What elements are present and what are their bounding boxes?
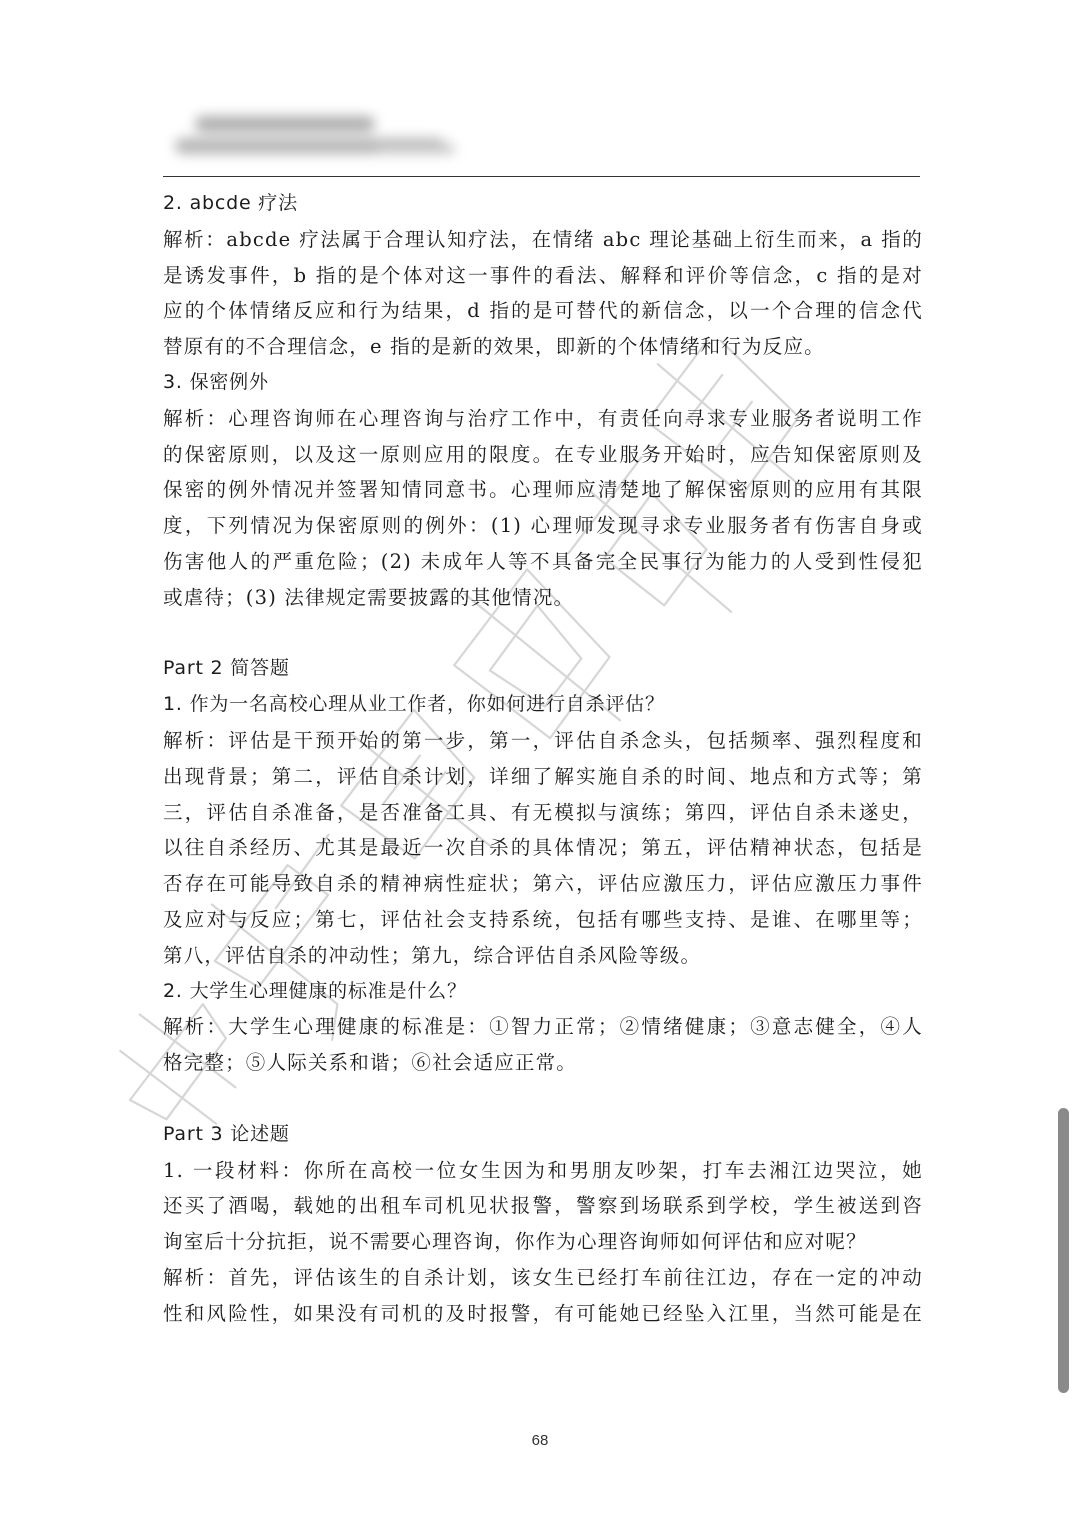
body-line: 伤害他人的严重危险；(2) 未成年人等不具备完全民事行为能力的人受到性侵犯 [163, 549, 923, 573]
body-line: 性和风险性，如果没有司机的及时报警，有可能她已经坠入江里，当然可能是在 [163, 1301, 923, 1325]
header-rule [163, 176, 920, 177]
body-line: 的保密原则，以及这一原则应用的限度。在专业服务开始时，应告知保密原则及 [163, 442, 923, 466]
body-line: 度，下列情况为保密原则的例外：(1) 心理师发现寻求专业服务者有伤害自身或 [163, 514, 923, 538]
paragraph-spacer [163, 616, 923, 652]
body-line: 否存在可能导致自杀的精神病性症状；第六，评估应激压力，评估应激压力事件 [163, 872, 923, 896]
body-line: 及应对与反应；第七，评估社会支持系统，包括有哪些支持、是谁、在哪里等； [163, 907, 923, 931]
question-heading: 1. 一段材料：你所在高校一位女生因为和男朋友吵架，打车去湘江边哭泣，她 [163, 1158, 923, 1182]
body-line: 询室后十分抗拒，说不需要心理咨询，你作为心理咨询师如何评估和应对呢？ [163, 1230, 867, 1254]
body-line: 解析：大学生心理健康的标准是：①智力正常；②情绪健康；③意志健全，④人 [163, 1015, 923, 1039]
body-line: 是诱发事件，b 指的是个体对这一事件的看法、解释和评价等信念，c 指的是对 [163, 263, 923, 287]
body-line: 解析：abcde 疗法属于合理认知疗法，在情绪 abc 理论基础上衍生而来，a 指的 [163, 227, 923, 251]
body-line: 或虐待；(3) 法律规定需要披露的其他情况。 [163, 585, 575, 609]
body-line: 以往自杀经历、尤其是最近一次自杀的具体情况；第五，评估精神状态，包括是 [163, 836, 923, 860]
document-body [163, 186, 923, 1332]
section-heading-part3: Part 3 论述题 [163, 1122, 290, 1145]
body-line: 替原有的不合理信念，e 指的是新的效果，即新的个体情绪和行为反应。 [163, 335, 825, 359]
body-line: 第八，评估自杀的冲动性；第九，综合评估自杀风险等级。 [163, 943, 702, 967]
body-line: 解析：评估是干预开始的第一步，第一，评估自杀念头，包括频率、强烈程度和 [163, 728, 923, 752]
body-line: 解析：心理咨询师在心理咨询与治疗工作中，有责任向寻求专业服务者说明工作 [163, 406, 923, 430]
body-line: 应的个体情绪反应和行为结果，d 指的是可替代的新信念，以一个合理的信念代 [163, 299, 923, 323]
item-heading-abcde: 2. abcde 疗法 [163, 192, 298, 214]
question-heading: 2. 大学生心理健康的标准是什么？ [163, 979, 467, 1002]
blurred-header [175, 108, 475, 170]
body-line: 三，评估自杀准备，是否准备工具、有无模拟与演练；第四，评估自杀未遂史， [163, 800, 923, 824]
body-line: 保密的例外情况并签署知情同意书。心理师应清楚地了解保密原则的应用有其限 [163, 478, 923, 502]
body-line: 解析：首先，评估该生的自杀计划，该女生已经打车前往江边，存在一定的冲动 [163, 1265, 923, 1289]
body-line: 出现背景；第二，评估自杀计划，详细了解实施自杀的时间、地点和方式等；第 [163, 764, 923, 788]
page-number: 68 [531, 1432, 549, 1449]
section-heading-part2: Part 2 简答题 [163, 657, 290, 680]
scrollbar-thumb[interactable] [1058, 1108, 1069, 1393]
paragraph-spacer [163, 1081, 923, 1117]
body-line: 格完整；⑤人际关系和谐；⑥社会适应正常。 [163, 1051, 578, 1075]
body-line: 还买了酒喝，载她的出租车司机见状报警，警察到场联系到学校，学生被送到咨 [163, 1194, 923, 1218]
question-heading: 1. 作为一名高校心理从业工作者，你如何进行自杀评估？ [163, 693, 665, 716]
item-heading-confidentiality: 3. 保密例外 [163, 370, 269, 393]
